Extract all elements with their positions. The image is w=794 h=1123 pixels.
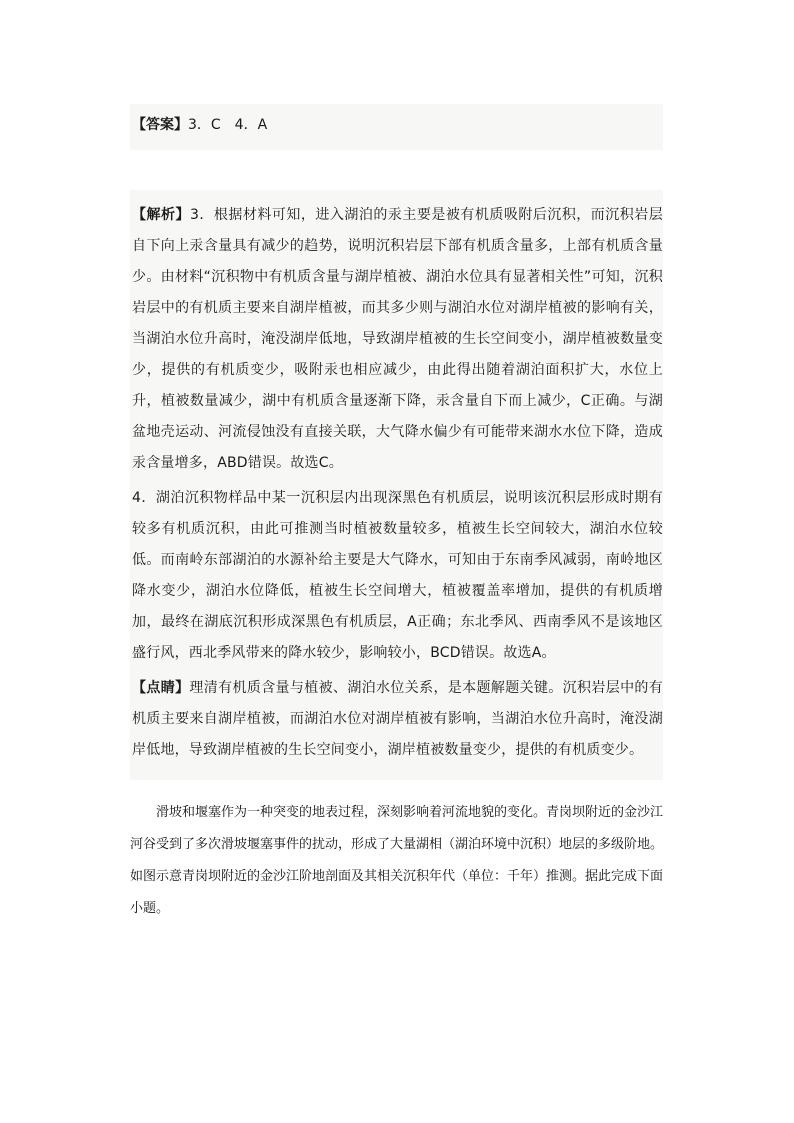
analysis-paragraph-3 [132, 200, 663, 479]
answer-block [130, 104, 663, 150]
question-text: 滑坡和堰塞作为一种突变的地表过程，深刻影响着河流地貌的变化。青岗坝附近的金沙江河谷受到了多次滑坡堰塞事件的扰动，形成了大量湖相（湖泊环境中沉积）地层的多级阶地。如图示意青岗坝附近的金沙江阶地剖面及其相关沉积年代（单位：千年）推测。据此完成下面小题。 [130, 805, 664, 916]
answer-tag: 【答案】 [132, 117, 188, 133]
question-stem [130, 797, 663, 925]
analysis-paragraph-4: 4．湖泊沉积物样品中某一沉积层内出现深黑色有机质层，说明该沉积层形成时期有较多有机质沉积，由此可推测当时植被数量较多，植被生长空间较大，湖泊水位较低。而南岭东部湖泊的水源补给主要是大气降水，可知由于东南季风减弱，南岭地区降水变少，湖泊水位降低，植被生长空间增大，植被覆盖率增加，提供的有机质增加，最终在湖底沉积形成深黑色有机质层，A正确；东北季风、西南季风不是该地区盛行风，西北季风带来的降水较少，影响较小，BCD错误。故选A。 [132, 490, 663, 661]
analysis-text-3: 3．根据材料可知，进入湖泊的汞主要是被有机质吸附后沉积，而沉积岩层自下向上汞含量具有减少的趋势，说明沉积岩层下部有机质含量多，上部有机质含量少。由材料“沉积物中有机质含量与湖岸植被、湖泊水位具有显著相关性”可知，沉积岩层中的有机质主要来自湖岸植被，而其多少则与湖泊水位对湖岸植被的影响有关，当湖泊水位升高时，淹没湖岸低地，导致湖岸植被的生长空间变小，湖岸植被数量变少，提供的有机质变少，吸附汞也相应减少，由此得出随着湖泊面积扩大，水位上升，植被数量减少，湖中有机质含量逐渐下降，汞含量自下而上减少，C正确。与湖盆地壳运动、河流侵蚀没有直接关联，大气降水偏少有可能带来湖水水位下降，造成汞含量增多，ABD错误。故选C。 [132, 207, 663, 471]
comment-paragraph [132, 673, 663, 766]
answer-text: 3．C 4．A [188, 117, 268, 133]
analysis-tag: 【解析】 [132, 207, 190, 223]
comment-tag: 【点睛】 [132, 680, 190, 696]
analysis-block [130, 190, 663, 780]
comment-text: 理清有机质含量与植被、湖泊水位关系，是本题解题关键。沉积岩层中的有机质主要来自湖岸植被，而湖泊水位对湖岸植被有影响，当湖泊水位升高时，淹没湖岸低地，导致湖岸植被的生长空间变小，湖岸植被数量变少，提供的有机质变少。 [132, 680, 663, 758]
